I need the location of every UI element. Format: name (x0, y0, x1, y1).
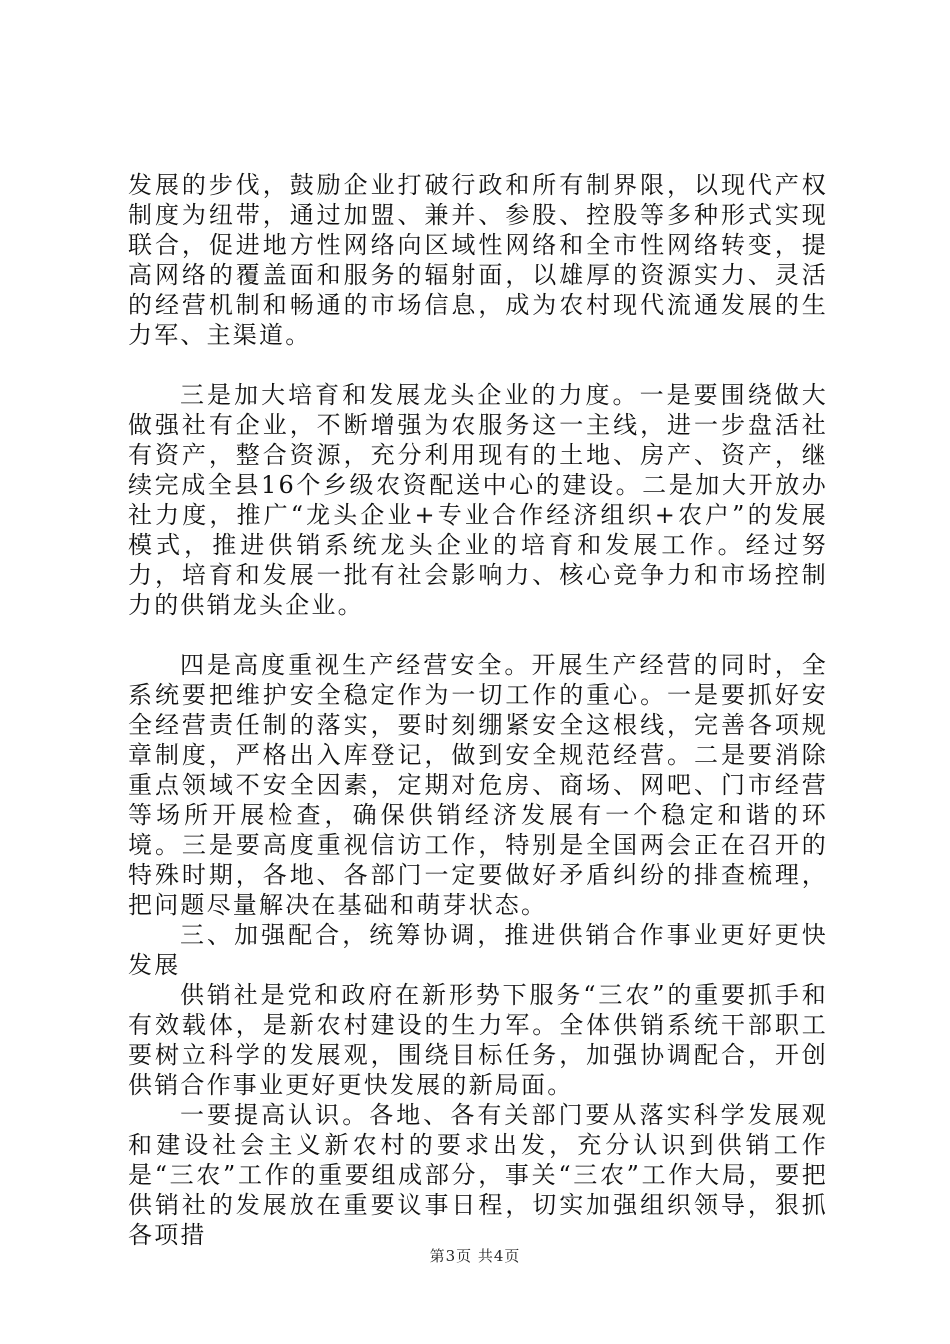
paragraph-leading-enterprises: 三是加大培育和发展龙头企业的力度。一是要围绕做大做强社有企业，不断增强为农服务这一主线，进一步盘活社有资产，整合资源，充分利用现有的土地、房产、资产，继续完成全县16个乡级农资配送中心的建设。二是加大开放办社力度，推广“龙头企业+专业合作经济组织+农户”的发展模式，推进供销系统龙头企业的培育和发展工作。经过努力，培育和发展一批有社会影响力、核心竞争力和市场控制力的供销龙头企业。 (128, 381, 828, 619)
document-body (128, 170, 828, 1250)
page-number-footer: 第3页 共4页 (429, 1247, 521, 1265)
paragraph-continuation: 发展的步伐，鼓励企业打破行政和所有制界限，以现代产权制度为纽带，通过加盟、兼并、参股、控股等多种形式实现联合，促进地方性网络向区域性网络和全市性网络转变，提高网络的覆盖面和服务的辐射面，以雄厚的资源实力、灵活的经营机制和畅通的市场信息，成为农村现代流通发展的生力军、主渠道。 (128, 171, 828, 349)
paragraph-production-safety: 四是高度重视生产经营安全。开展生产经营的同时，全系统要把维护安全稳定作为一切工作的重心。一是要抓好安全经营责任制的落实，要时刻绷紧安全这根线，完善各项规章制度，严格出入库登记，做到安全规范经营。二是要消除重点领域不安全因素，定期对危房、商场、网吧、门市经营等场所开展检查，确保供销经济发展有一个稳定和谐的环境。三是要高度重视信访工作，特别是全国两会正在召开的特殊时期，各地、各部门一定要做好矛盾纠纷的排查梳理，把问题尽量解决在基础和萌芽状态。 (128, 651, 828, 919)
paragraph-supply-cooperative: 供销社是党和政府在新形势下服务“三农”的重要抓手和有效载体，是新农村建设的生力军。全体供销系统干部职工要树立科学的发展观，围绕目标任务，加强协调配合，开创供销合作事业更好更快发展的新局面。 (128, 981, 828, 1099)
section-heading-coordination: 三、加强配合，统筹协调，推进供销合作事业更好更快发展 (128, 921, 828, 979)
paragraph-raise-awareness: 一要提高认识。各地、各有关部门要从落实科学发展观和建设社会主义新农村的要求出发，充分认识到供销工作是“三农”工作的重要组成部分，事关“三农”工作大局，要把供销社的发展放在重要议事日程，切实加强组织领导，狠抓各项措 (128, 1101, 828, 1249)
